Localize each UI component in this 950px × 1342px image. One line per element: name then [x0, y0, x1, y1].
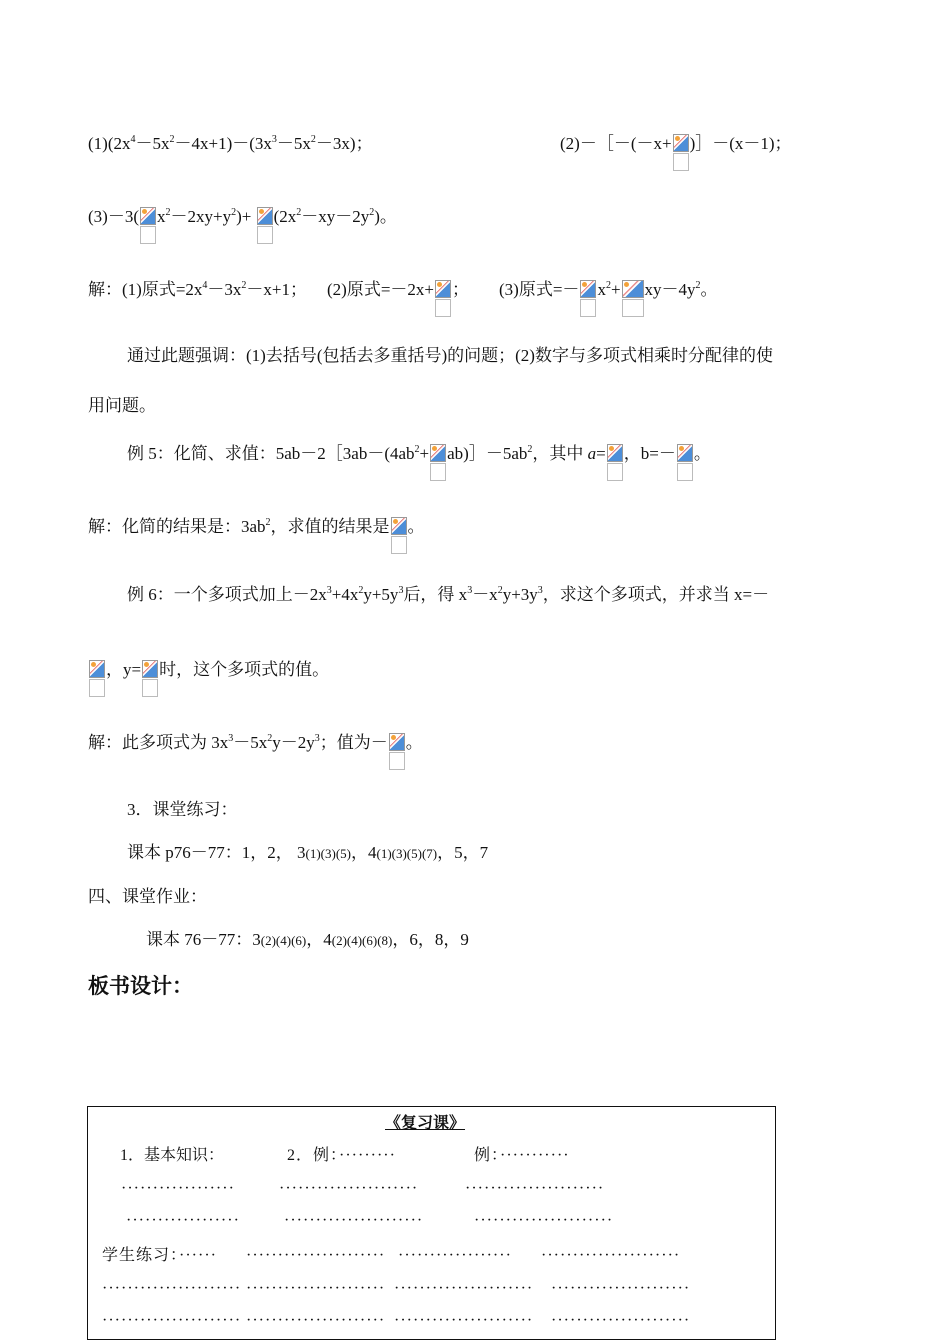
text: 后，得 x [403, 585, 468, 604]
exponent: 4 [130, 134, 136, 145]
exponent: 2 [241, 280, 247, 291]
text: 例 6：一个多项式加上－2x [127, 585, 327, 604]
text: y－2y [272, 733, 315, 752]
exponent: 2 [414, 444, 420, 455]
text: 。 [407, 517, 425, 536]
broken-image-icon [622, 280, 644, 298]
practice-title: 3．课堂练习： [127, 800, 238, 819]
exponent: 2 [605, 280, 611, 291]
exponent: 2 [527, 444, 533, 455]
text: (2x [273, 207, 297, 226]
text: ，4 [306, 930, 332, 949]
exponent: 3 [228, 733, 234, 744]
exponent: 2 [310, 134, 316, 145]
text: －4x+1)－(3x [174, 134, 272, 153]
broken-image-icon [580, 280, 596, 298]
text: ，5，7 [437, 843, 489, 862]
solution-6 [88, 733, 423, 753]
board-design-heading: 板书设计： [88, 974, 193, 998]
broken-image-icon [142, 660, 158, 678]
text: －5x [135, 134, 170, 153]
broken-image-icon [257, 207, 273, 225]
text: －3x)； [315, 134, 373, 153]
text: －3x [207, 280, 242, 299]
exponent: 2 [695, 280, 701, 291]
text: ，4 [350, 843, 377, 862]
text: －5x [233, 733, 268, 752]
board-example-2: 2．例：········· [287, 1147, 396, 1164]
exponent: 2 [358, 585, 364, 596]
board-dots: ·················· [121, 1180, 235, 1197]
board-design-box [87, 1106, 776, 1340]
board-dots: ······················ [102, 1312, 242, 1329]
problem-3 [88, 207, 397, 227]
text: y+5y [363, 585, 399, 604]
board-dots: ······················ [551, 1280, 691, 1297]
text: ，y= [106, 660, 142, 679]
broken-image-icon [391, 517, 407, 535]
emphasis-line-1: 通过此题强调：(1)去括号(包括去多重括号)的问题；(2)数字与多项式相乘时分配律的使 [127, 346, 773, 365]
text: ，求这个多项式，并求当 x=－ [542, 585, 770, 604]
text: 例 5：化简、求值：5ab－2［3ab－(4ab [127, 444, 415, 463]
text: 时，这个多项式的值。 [159, 660, 330, 679]
exponent: 2 [296, 207, 302, 218]
text: 课本 p76－77：1，2， 3 [127, 843, 306, 862]
example-6-line-1 [127, 585, 769, 605]
board-dots: ······················ [246, 1312, 386, 1329]
text: (2)(4)(6)(8) [331, 933, 393, 948]
solution-1 [88, 280, 718, 300]
exponent: 2 [231, 207, 237, 218]
exponent: 2 [497, 585, 503, 596]
homework-line [146, 930, 469, 951]
exponent: 3 [271, 134, 277, 145]
exponent: 2 [165, 207, 171, 218]
exponent: 2 [265, 517, 271, 528]
broken-image-icon [430, 444, 446, 462]
board-dots: ······················ [394, 1312, 534, 1329]
text: 解：(1)原式=2x [88, 280, 203, 299]
board-title: 《复习课》 [385, 1115, 466, 1132]
board-dots: ······················ [284, 1212, 424, 1229]
solution-5 [88, 517, 425, 537]
problem-2 [560, 134, 792, 154]
broken-image-icon [89, 660, 105, 678]
text: ； [452, 280, 470, 299]
text: = [596, 444, 606, 463]
board-dots: ······················ [551, 1312, 691, 1329]
text: ，其中 [532, 444, 588, 463]
text: 。 [405, 733, 423, 752]
exponent: 2 [169, 134, 175, 145]
text: (2)－［－(－x+ [560, 134, 672, 153]
text: + [610, 280, 621, 299]
board-example: 例：··········· [474, 1147, 570, 1164]
practice-line [127, 843, 488, 864]
text: (1)(3)(5) [305, 846, 351, 861]
text: (1)(2x [88, 134, 131, 153]
text: )。 [374, 207, 397, 226]
variable: a [587, 444, 597, 463]
text: )+ [236, 207, 256, 226]
broken-image-icon [677, 444, 693, 462]
text: －xy－2y [301, 207, 370, 226]
board-dots: ······················ [102, 1280, 242, 1297]
broken-image-icon [607, 444, 623, 462]
text: )］－(x－1)； [689, 134, 792, 153]
text: x [597, 280, 606, 299]
board-dots: ······················ [246, 1247, 386, 1264]
exponent: 2 [267, 733, 273, 744]
text: －x+1； [246, 280, 308, 299]
example-6-line-2 [88, 660, 329, 680]
board-dots: ······················ [279, 1180, 419, 1197]
text: －5x [276, 134, 311, 153]
board-dots: ······················ [541, 1247, 681, 1264]
text: (3)－3( [88, 207, 139, 226]
text: ，6，8，9 [392, 930, 469, 949]
problem-1 [88, 134, 373, 154]
broken-image-icon [389, 733, 405, 751]
text: 课本 76－77：3 [146, 930, 261, 949]
board-dots: ······················ [474, 1212, 614, 1229]
board-basic-knowledge: 1．基本知识： [120, 1147, 225, 1164]
text: (2)原式=－2x+ [327, 280, 435, 299]
text: 。 [693, 444, 711, 463]
board-dots: ·················· [398, 1247, 512, 1264]
exponent: 3 [537, 585, 543, 596]
text: 解：化简的结果是：3ab [88, 517, 266, 536]
text: (3)原式=－ [499, 280, 580, 299]
text: ；值为－ [319, 733, 388, 752]
text: x [156, 207, 166, 226]
text: + [419, 444, 430, 463]
board-student-practice: 学生练习：······ [102, 1247, 217, 1264]
text: －2xy+y [170, 207, 232, 226]
text: (1)(3)(5)(7) [376, 846, 438, 861]
text: ab)］－5ab [447, 444, 528, 463]
homework-title: 四、课堂作业： [88, 887, 207, 906]
broken-image-icon [673, 134, 689, 152]
text: －x [472, 585, 498, 604]
text: xy－4y [644, 280, 696, 299]
board-dots: ······················ [246, 1280, 386, 1297]
text: ，b=－ [623, 444, 676, 463]
example-5 [127, 444, 711, 464]
board-dots: ·················· [126, 1212, 240, 1229]
text: 解：此多项式为 3x [88, 733, 229, 752]
exponent: 3 [467, 585, 473, 596]
text: (2)(4)(6) [260, 933, 307, 948]
exponent: 2 [369, 207, 375, 218]
broken-image-icon [140, 207, 156, 225]
broken-image-icon [435, 280, 451, 298]
exponent: 3 [314, 733, 320, 744]
text: ，求值的结果是 [270, 517, 390, 536]
board-dots: ······················ [394, 1280, 534, 1297]
exponent: 3 [326, 585, 332, 596]
board-dots: ······················ [465, 1180, 605, 1197]
emphasis-line-2: 用问题。 [88, 396, 156, 415]
text: y+3y [502, 585, 538, 604]
exponent: 3 [398, 585, 404, 596]
text: 。 [700, 280, 718, 299]
exponent: 4 [202, 280, 208, 291]
text: +4x [331, 585, 359, 604]
